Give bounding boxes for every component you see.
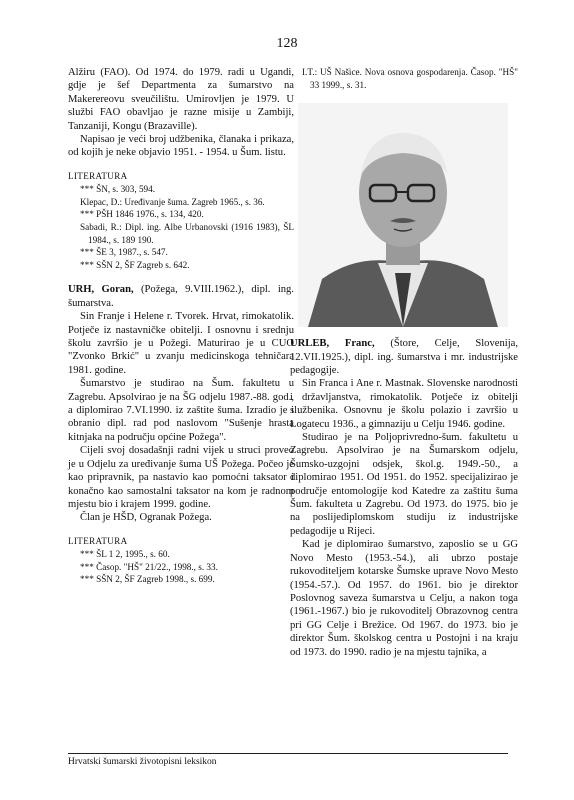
literature-item: *** SŠN 2, ŠF Zagreb s. 642.: [80, 259, 190, 270]
page-number: 128: [276, 36, 298, 51]
paragraph: Studirao je na Poljoprivredno-šum. fakultetu u Zagrebu. Apsolvirao je na Šumarskom odjelu, Šumsko-uzgojni odsjek, škol.g. 1949.-50., a diplomirao 1951. Od 1951. do 1952. specijalizirao je područje entomologije kod Katedre za zaštitu šuma Šum. fakulteta u Zagrebu. Od 1973. do 1975. bio je na poslijediplomskom studiju iz industrijske pedagodije u Rijeci.: [290, 432, 518, 537]
literature-item: I.T.: UŠ Našice. Nova osnova gospodarenja. Časop. "HŠ" 33 1999., s. 31.: [302, 67, 518, 90]
literature-item: *** SŠN 2, ŠF Zagreb 1998., s. 699.: [80, 574, 215, 585]
paragraph: Sin Franje i Helene r. Tvorek. Hrvat, rimokatolik. Potječe iz nastavničke obitelji. I osnovnu i srednju školu završio je u Požegi. Maturirao je u CUO "Zvonko Brkić" u zvanju medicinskoga tehničara 1981. godine.: [68, 311, 294, 376]
entry-name: URLEB, Franc,: [290, 338, 375, 350]
left-column: [68, 66, 294, 586]
entry-name: URH, Goran,: [68, 284, 134, 296]
paragraph: Cijeli svoj dosadašnji radni vijek u struci proveo je u Odjelu za uređivanje šuma UŠ Požega. Počeo je kao pripravnik, pa nastavio kao pomoćni taksator i konačno kao samostalni taksator na kom je radnom mjestu bio i krajem 1999. godine.: [68, 445, 294, 510]
entry-heading: [68, 283, 294, 310]
paragraph: Alžiru (FAO). Od 1974. do 1979. radi u Ugandi, gdje je šef Departmenta za šumarstvo na Makerereovu sveučilištu. Umirovljen je 1979. U službi FAO obavljao je razne misije u Zambiji, Tanzaniji, Kongu (Brazaville).: [68, 67, 294, 132]
literature-item: *** ŠE 3, 1987., s. 547.: [80, 247, 168, 258]
right-column: [290, 66, 518, 659]
paragraph: Šumarstvo je studirao na Šum. fakultetu u Zagrebu. Apsolvirao je na ŠG odjelu 1987.-88. god., a diplomirao 7.VI.1990. iz zaštite šuma. Izradio je i obranio dipl. rad pod naslovom "Sušenje hrasta kitnjaka na području općine Požega".: [68, 378, 294, 443]
literature-heading: LITERATURA: [68, 170, 128, 181]
literature-heading: LITERATURA: [68, 535, 128, 546]
paragraph: Kad je diplomirao šumarstvo, zaposlio se u GG Novo Mesto (1953.-54.), ali ubrzo postaje rukovoditeljem kotarske Šumske uprave Novo Mesto (1954.-57.). Od 1957. do 1961. bio je direktor Poslovnog saveza šumarstva u Celju, a nakon toga (1961.-1967.) bio je rukovoditelj Obrazovnog centra pri GG Celje i Brežice. Od 1967. do 1973. bio je direktor Šum. školskog centra u Postojni i na kraju od 1973. do 1990. radio je na mjestu tajnika, a: [290, 539, 518, 658]
portrait-photo: [298, 103, 508, 327]
literature-item: Sabadi, R.: Dipl. ing. Albe Urbanovski (1916 1983), ŠL 1984., s. 189 190.: [80, 222, 294, 245]
paragraph: Sin Franca i Ane r. Mastnak. Slovenske narodnosti i državljanstva, rimokatolik. Potječe iz obitelji službenika. Osnovnu je školu polazio i završio u Logatecu 1936., a gimnaziju u Celju 1946. godine.: [290, 378, 518, 430]
literature-item: *** Časop. "HŠ" 21/22., 1998., s. 33.: [80, 561, 218, 572]
literature-list: [68, 183, 294, 271]
entry-heading: [290, 337, 518, 377]
footer-title: Hrvatski šumarski životopisni leksikon: [68, 757, 217, 767]
literature-item: Klepac, D.: Uređivanje šuma. Zagreb 1965., s. 36.: [80, 196, 265, 207]
entry-heading-rest: (Požega, 9.VIII.1962.), dipl. ing. šumarstva.: [68, 284, 295, 309]
portrait-illustration: [298, 103, 508, 327]
paragraph: Napisao je veći broj udžbenika, članaka i prikaza, od kojih je neke objavio 1951. - 1954. u Šum. listu.: [68, 134, 294, 159]
literature-item: *** ŠN, s. 303, 594.: [80, 184, 156, 195]
literature-item: *** PŠH 1846 1976., s. 134, 420.: [80, 209, 204, 220]
footer-rule: [68, 753, 508, 754]
literature-item: *** ŠL 1 2, 1995., s. 60.: [80, 549, 170, 560]
paragraph: Član je HŠD, Ogranak Požega.: [80, 512, 212, 524]
literature-list: [68, 548, 294, 586]
literature-list: [290, 66, 518, 91]
entry-heading-rest: (Štore, Celje, Slovenija, 12.VII.1925.), dipl. ing. šumarstva i mr. industrijske pedagogije.: [290, 338, 518, 376]
